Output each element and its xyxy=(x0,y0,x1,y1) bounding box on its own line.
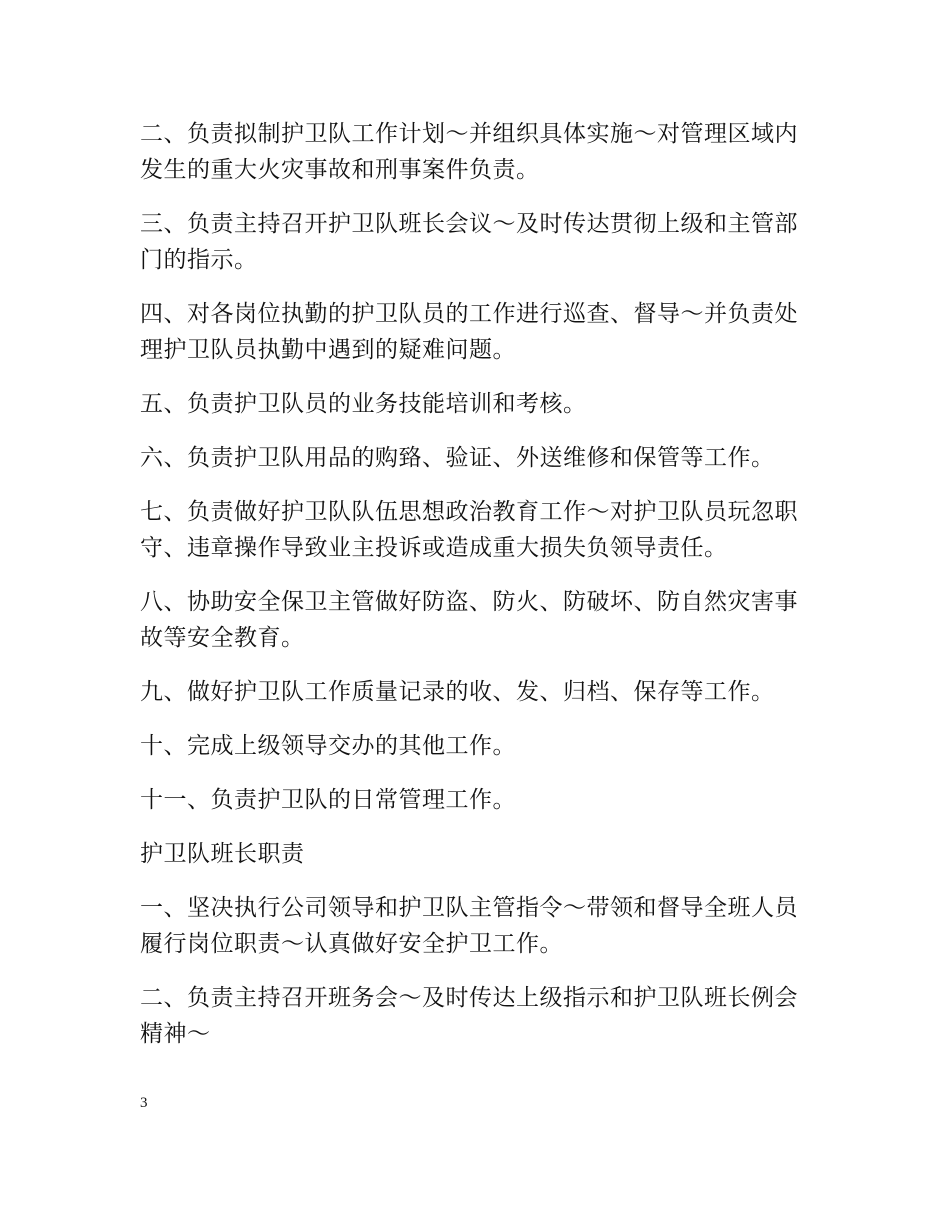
section-heading-squad-leader: 护卫队班长职责 xyxy=(140,841,305,867)
paragraph-leader-duty-1: 一、坚决执行公司领导和护卫队主管指令～带领和督导全班人员履行岗位职责～认真做好安全护卫工作。 xyxy=(140,895,798,957)
paragraph-duty-3: 三、负责主持召开护卫队班长会议～及时传达贯彻上级和主管部门的指示。 xyxy=(140,211,798,273)
paragraph-duty-7: 七、负责做好护卫队队伍思想政治教育工作～对护卫队员玩忽职守、违章操作导致业主投诉或造成重大损失负领导责任。 xyxy=(140,499,798,561)
paragraph-duty-4: 四、对各岗位执勤的护卫队员的工作进行巡查、督导～并负责处理护卫队员执勤中遇到的疑难问题。 xyxy=(140,301,798,363)
paragraph-duty-10: 十、完成上级领导交办的其他工作。 xyxy=(140,733,516,759)
paragraph-duty-8: 八、协助安全保卫主管做好防盗、防火、防破坏、防自然灾害事故等安全教育。 xyxy=(140,589,798,651)
paragraph-duty-5: 五、负责护卫队员的业务技能培训和考核。 xyxy=(140,391,587,417)
paragraph-duty-2: 二、负责拟制护卫队工作计划～并组织具体实施～对管理区域内发生的重大火灾事故和刑事案件负责。 xyxy=(140,121,798,183)
paragraph-duty-9: 九、做好护卫队工作质量记录的收、发、归档、保存等工作。 xyxy=(140,679,775,705)
paragraph-duty-6: 六、负责护卫队用品的购臵、验证、外送维修和保管等工作。 xyxy=(140,445,775,471)
page-number: 3 xyxy=(140,1095,148,1111)
paragraph-leader-duty-2: 二、负责主持召开班务会～及时传达上级指示和护卫队班长例会精神～ xyxy=(140,985,798,1047)
paragraph-duty-11: 十一、负责护卫队的日常管理工作。 xyxy=(140,787,516,813)
document-body xyxy=(140,116,805,1070)
